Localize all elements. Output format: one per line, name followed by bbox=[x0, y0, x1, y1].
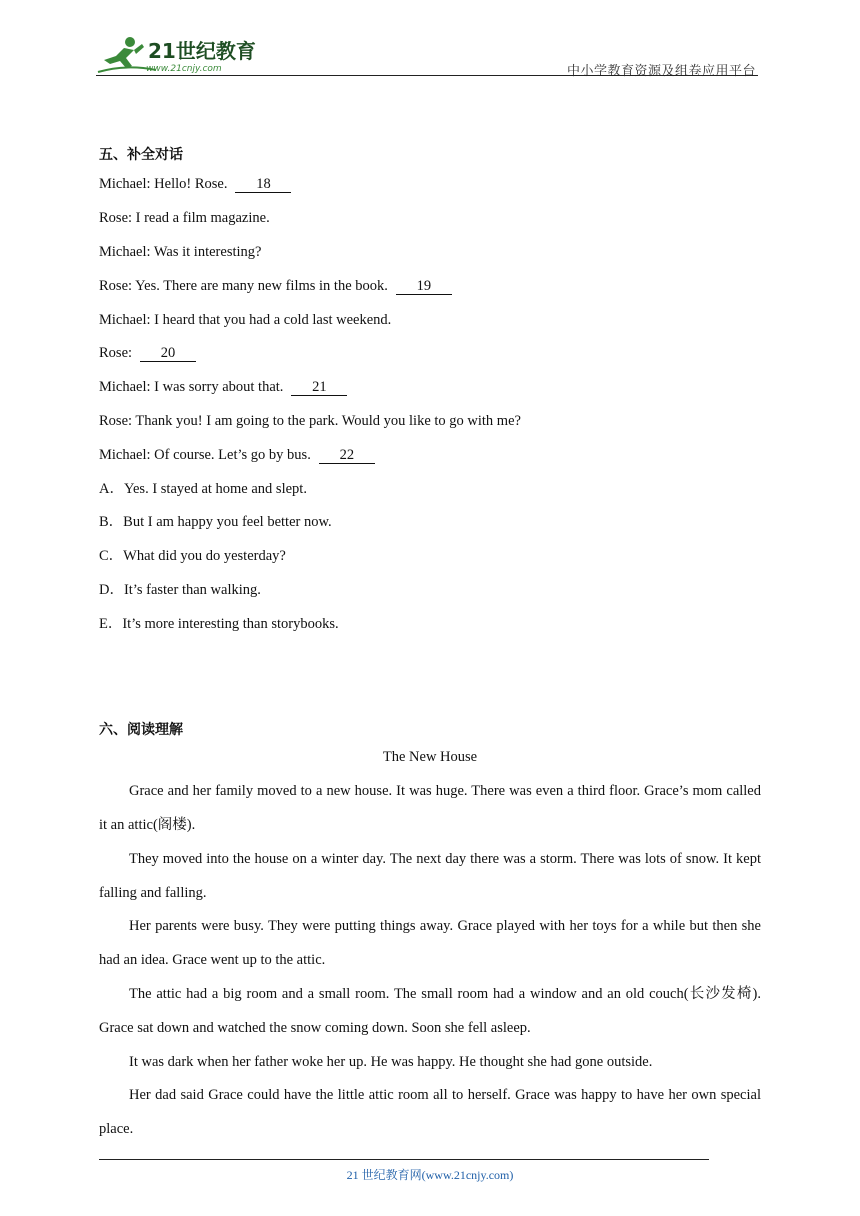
dialogue-line-1 bbox=[99, 175, 291, 193]
answer-blank-21[interactable]: 21 bbox=[291, 380, 347, 396]
dialogue-text: Rose: I read a film magazine. bbox=[99, 210, 270, 226]
answer-blank-18[interactable]: 18 bbox=[235, 177, 291, 193]
story-paragraph-2: They moved into the house on a winter day. The next day there was a storm. There was lots of snow. It kept falling and falling. bbox=[99, 851, 761, 901]
story-title: The New House bbox=[382, 749, 478, 765]
dialogue-line-7 bbox=[99, 378, 347, 396]
story-paragraph-5: It was dark when her father woke her up. He was happy. He thought she had gone outside. bbox=[129, 1054, 653, 1070]
dialogue-line-9 bbox=[99, 446, 375, 464]
dialogue-line-4 bbox=[99, 277, 452, 295]
header-divider bbox=[96, 75, 758, 76]
footer-divider bbox=[99, 1159, 709, 1160]
answer-blank-19[interactable]: 19 bbox=[396, 279, 452, 295]
story-paragraph-1: Grace and her family moved to a new house. It was huge. There was even a third floor. Grace’s mom called it an attic(阁楼). bbox=[99, 783, 761, 833]
section-5-title: 五、补全对话 bbox=[99, 147, 183, 163]
dialogue-text: Michael: I was sorry about that. bbox=[99, 379, 284, 395]
option-a: A．Yes. I stayed at home and slept. bbox=[99, 481, 307, 497]
logo-21cnjy bbox=[96, 34, 266, 76]
dialogue-text: Michael: I heard that you had a cold last weekend. bbox=[99, 312, 392, 328]
option-b: B．But I am happy you feel better now. bbox=[99, 514, 332, 530]
dialogue-line-6 bbox=[99, 344, 196, 362]
story-paragraph-6: Her dad said Grace could have the little attic room all to herself. Grace was happy to have her own special place. bbox=[99, 1087, 761, 1137]
dialogue-text: Rose: Thank you! I am going to the park. Would you like to go with me? bbox=[99, 413, 521, 429]
answer-blank-20[interactable]: 20 bbox=[140, 346, 196, 362]
story-paragraph-4: The attic had a big room and a small room. The small room had a window and an old couch(长沙发椅). Grace sat down and watched the snow coming down. Soon she fell asleep. bbox=[99, 986, 761, 1036]
option-d: D．It’s faster than walking. bbox=[99, 582, 261, 598]
option-c: C．What did you do yesterday? bbox=[99, 548, 286, 564]
dialogue-text: Rose: bbox=[99, 345, 133, 361]
dialogue-line-8 bbox=[99, 412, 521, 430]
dialogue-line-5 bbox=[99, 311, 391, 329]
story-paragraph-3: Her parents were busy. They were putting things away. Grace played with her toys for a while but then she had an idea. Grace went up to the attic. bbox=[99, 918, 761, 968]
dialogue-text: Michael: Of course. Let’s go by bus. bbox=[99, 447, 311, 463]
platform-tagline: 中小学教育资源及组卷应用平台 bbox=[566, 64, 756, 79]
logo-url: www.21cnjy.com bbox=[146, 64, 222, 74]
answer-blank-22[interactable]: 22 bbox=[319, 448, 375, 464]
dialogue-text: Michael: Was it interesting? bbox=[99, 244, 262, 260]
logo-text: 21世纪教育 bbox=[148, 39, 256, 63]
footer-site-link[interactable]: 21 世纪教育网(www.21cnjy.com) bbox=[346, 1168, 514, 1182]
dialogue-line-2 bbox=[99, 209, 270, 227]
dialogue-text: Rose: Yes. There are many new films in the book. bbox=[99, 278, 388, 294]
dialogue-text: Michael: Hello! Rose. bbox=[99, 176, 228, 192]
section-6-title: 六、阅读理解 bbox=[99, 722, 183, 738]
dialogue-line-3 bbox=[99, 243, 261, 261]
page-header bbox=[96, 30, 758, 78]
option-e: E．It’s more interesting than storybooks. bbox=[99, 616, 339, 632]
